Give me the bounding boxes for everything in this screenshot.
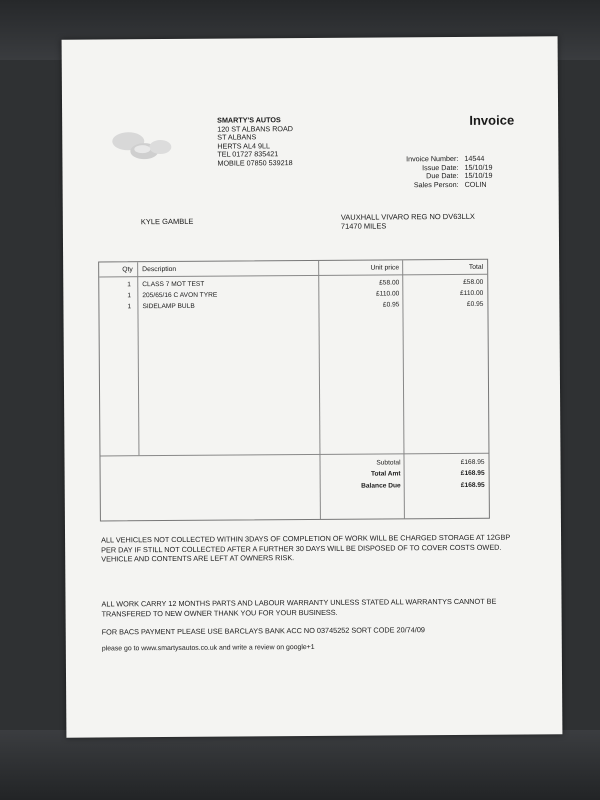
meta-value: COLIN: [464, 179, 487, 189]
meta-value: 14544: [464, 153, 485, 163]
vehicle-line: VAUXHALL VIVARO REG NO DV63LLX: [340, 211, 475, 222]
storage-terms-text: ALL VEHICLES NOT COLLECTED WITHIN 3DAYS OF COMPLETION OF WORK WILL BE CHARGED STORAGE AT 12GBP PER DAY IF STILL NOT COLLECTED AFTER A FURTHER 30 DAYS WILL BE DISPOSED OF TO COVER COSTS OWED.: [101, 532, 511, 555]
row-unit-price: £110.00: [375, 290, 400, 298]
meta-label: Issue Date:: [422, 162, 459, 172]
row-unit-price: £58.00: [379, 279, 400, 287]
customer-name: KYLE GAMBLE: [140, 216, 194, 227]
meta-row: [381, 181, 493, 190]
header-description: Description: [142, 265, 177, 274]
column-divider: [318, 261, 321, 519]
balance-due-label: Balance Due: [361, 482, 401, 490]
header-qty: Qty: [122, 266, 133, 274]
balance-due-value: £168.95: [460, 481, 485, 489]
row-qty: 1: [127, 292, 132, 300]
invoice-meta: [380, 155, 492, 190]
header-unit-price: Unit price: [370, 264, 400, 272]
company-mobile: MOBILE 07850 539218: [217, 158, 293, 168]
company-block: [217, 116, 293, 168]
address-line: ST ALBANS: [217, 132, 257, 142]
vehicle-mileage: 71470 MILES: [340, 221, 387, 231]
meta-value: 15/10/19: [464, 170, 493, 181]
subtotal-label: Subtotal: [376, 459, 401, 467]
row-description: CLASS 7 MOT TEST: [142, 280, 205, 289]
bacs-payment-info: FOR BACS PAYMENT PLEASE USE BARCLAYS BANK ACC NO 03745252 SORT CODE 20/74/09: [101, 625, 425, 637]
row-unit-price: £0.95: [382, 301, 400, 309]
meta-label: Invoice Number:: [406, 153, 459, 164]
column-divider: [402, 260, 405, 518]
row-qty: 1: [127, 281, 131, 289]
subtotal-value: £168.95: [460, 458, 485, 466]
meta-label: Due Date:: [426, 171, 459, 181]
invoice-paper: [62, 36, 563, 737]
warranty-terms: ALL WORK CARRY 12 MONTHS PARTS AND LABOUR WARRANTY UNLESS STATED ALL WARRANTYS CANNOT BE TRANSFERED TO NEW OWNER THANK YOU FOR YOUR BUSINESS.: [101, 596, 497, 619]
meta-label: Sales Person:: [413, 179, 459, 190]
row-total: £58.00: [463, 278, 484, 286]
company-logo: [110, 127, 172, 165]
header-divider: [99, 274, 487, 278]
storage-terms: [101, 533, 521, 565]
row-description: SIDELAMP BULB: [142, 302, 195, 311]
company-name: SMARTY'S AUTOS: [217, 115, 281, 125]
vehicle-details: [341, 212, 475, 231]
totals-divider: [100, 453, 488, 457]
owner-risk-text: VEHICLE AND CONTENTS ARE LEFT AT OWNERS RISK.: [101, 553, 295, 564]
line-items-table: [98, 259, 490, 522]
row-description: 205/65/16 C AVON TYRE: [142, 291, 218, 300]
total-amount-label: Total Amt: [370, 470, 401, 478]
row-qty: 1: [127, 303, 132, 311]
row-total: £0.95: [466, 300, 484, 308]
row-total: £110.00: [459, 289, 484, 297]
header-total: Total: [468, 263, 484, 271]
meta-value: 15/10/19: [464, 162, 493, 172]
company-tel: TEL 01727 835421: [217, 149, 279, 160]
document-title: Invoice: [469, 112, 515, 128]
address-line: HERTS AL4 9LL: [217, 141, 270, 151]
address-line: 120 ST ALBANS ROAD: [217, 123, 294, 134]
column-divider: [137, 262, 139, 455]
desk-background-bottom: [0, 730, 600, 800]
total-amount-value: £168.95: [460, 469, 485, 477]
review-request: please go to www.smartysautos.co.uk and write a review on google+1: [101, 643, 315, 653]
